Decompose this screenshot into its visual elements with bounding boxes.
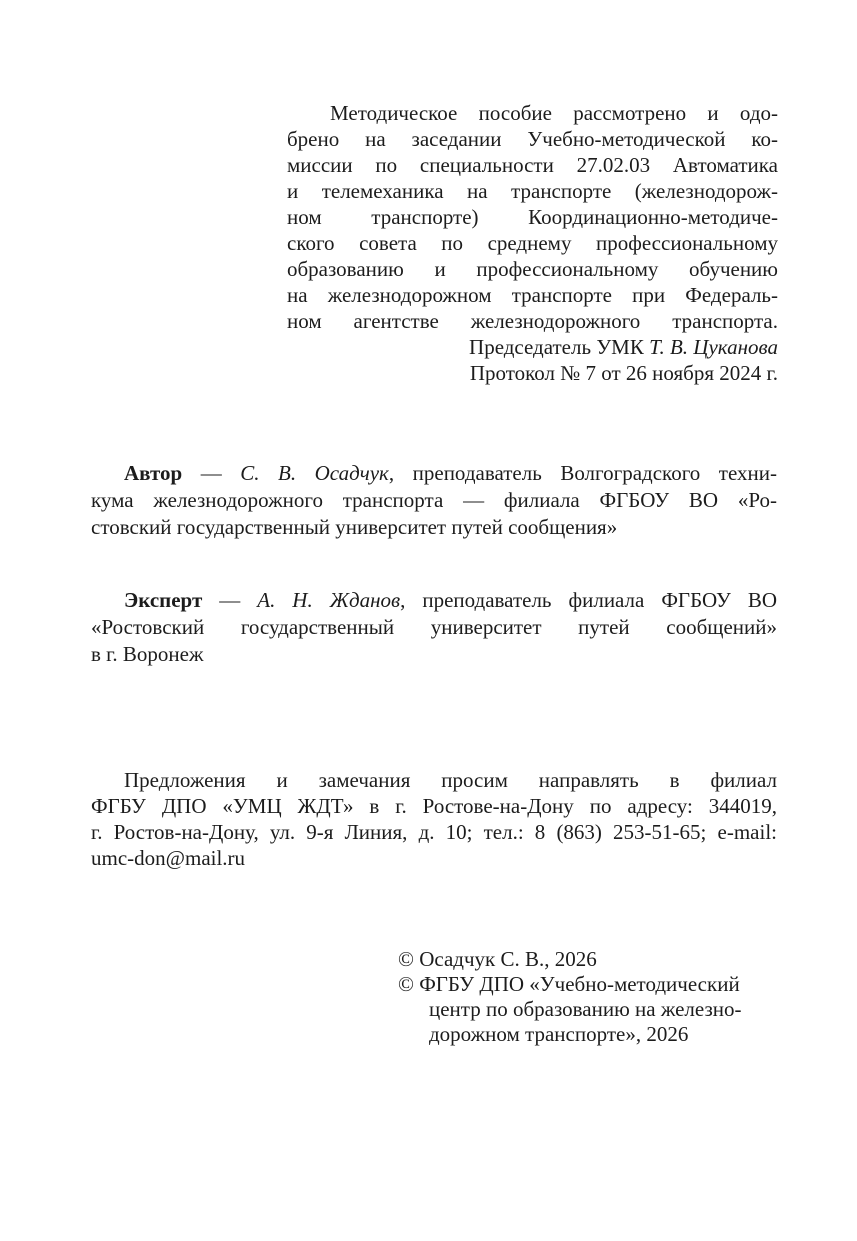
contact-line: ФГБУ ДПО «УМЦ ЖДТ» в г. Ростове-на-Дону по адресу: 344019, — [91, 794, 777, 818]
expert-line-rest: , преподаватель филиала ФГБОУ ВО — [400, 588, 777, 612]
approval-line: ном транспорте) Координационно-методиче- — [287, 205, 778, 229]
approval-line: ского совета по среднему профессиональному — [287, 231, 778, 255]
copyright-block — [398, 947, 817, 1047]
author-paragraph — [91, 460, 777, 541]
approval-line: брено на заседании Учебно-методической ко- — [287, 127, 778, 151]
copyright-publisher-line-1: © ФГБУ ДПО «Учебно-методический — [398, 972, 740, 996]
contact-paragraph — [91, 767, 777, 871]
copyright-publisher-line-3: дорожном транспорте», 2026 — [429, 1022, 689, 1046]
author-line-rest: , преподаватель Волгоградского техни- — [388, 461, 778, 485]
dash-separator: — — [182, 461, 241, 485]
author-line-2: кума железнодорожного транспорта — филиала ФГБОУ ВО «Ро- — [91, 488, 777, 512]
author-name: С. В. Осадчук — [240, 461, 389, 485]
contact-line: Предложения и замечания просим направлять в филиал — [124, 768, 777, 792]
author-label: Автор — [124, 461, 183, 485]
approval-line: Методическое пособие рассмотрено и одо- — [330, 101, 778, 125]
expert-paragraph — [91, 587, 777, 668]
chairman-title: Председатель УМК — [469, 335, 644, 359]
chairman-name: Т. В. Цуканова — [649, 335, 778, 359]
approval-line: и телемеханика на транспорте (железнодорож- — [287, 179, 778, 203]
expert-line-1 — [91, 587, 777, 614]
expert-line-2: «Ростовский государственный университет путей сообщений» — [91, 615, 777, 639]
copyright-author-line: © Осадчук С. В., 2026 — [398, 947, 597, 971]
approval-line: на железнодорожном транспорте при Федераль- — [287, 283, 778, 307]
approval-paragraph — [287, 100, 778, 386]
expert-label: Эксперт — [124, 588, 203, 612]
dash-separator: — — [202, 588, 258, 612]
contact-line: г. Ростов-на-Дону, ул. 9-я Линия, д. 10; тел.: 8 (863) 253-51-65; e-mail: — [91, 820, 777, 844]
author-line-1 — [91, 460, 777, 487]
chairman-line — [287, 334, 778, 360]
approval-line: миссии по специальности 27.02.03 Автоматика — [287, 153, 778, 177]
approval-line: образованию и профессиональному обучению — [287, 257, 778, 281]
copyright-publisher-line-2: центр по образованию на железно- — [429, 997, 742, 1021]
protocol-line: Протокол № 7 от 26 ноября 2024 г. — [469, 361, 778, 385]
approval-line: ном агентстве железнодорожного транспорта. — [287, 309, 778, 333]
expert-line-3: в г. Воронеж — [91, 642, 204, 666]
contact-email-line: umc-don@mail.ru — [91, 846, 246, 870]
author-line-3: стовский государственный университет путей сообщения» — [91, 515, 618, 539]
expert-name: А. Н. Жданов — [257, 588, 401, 612]
